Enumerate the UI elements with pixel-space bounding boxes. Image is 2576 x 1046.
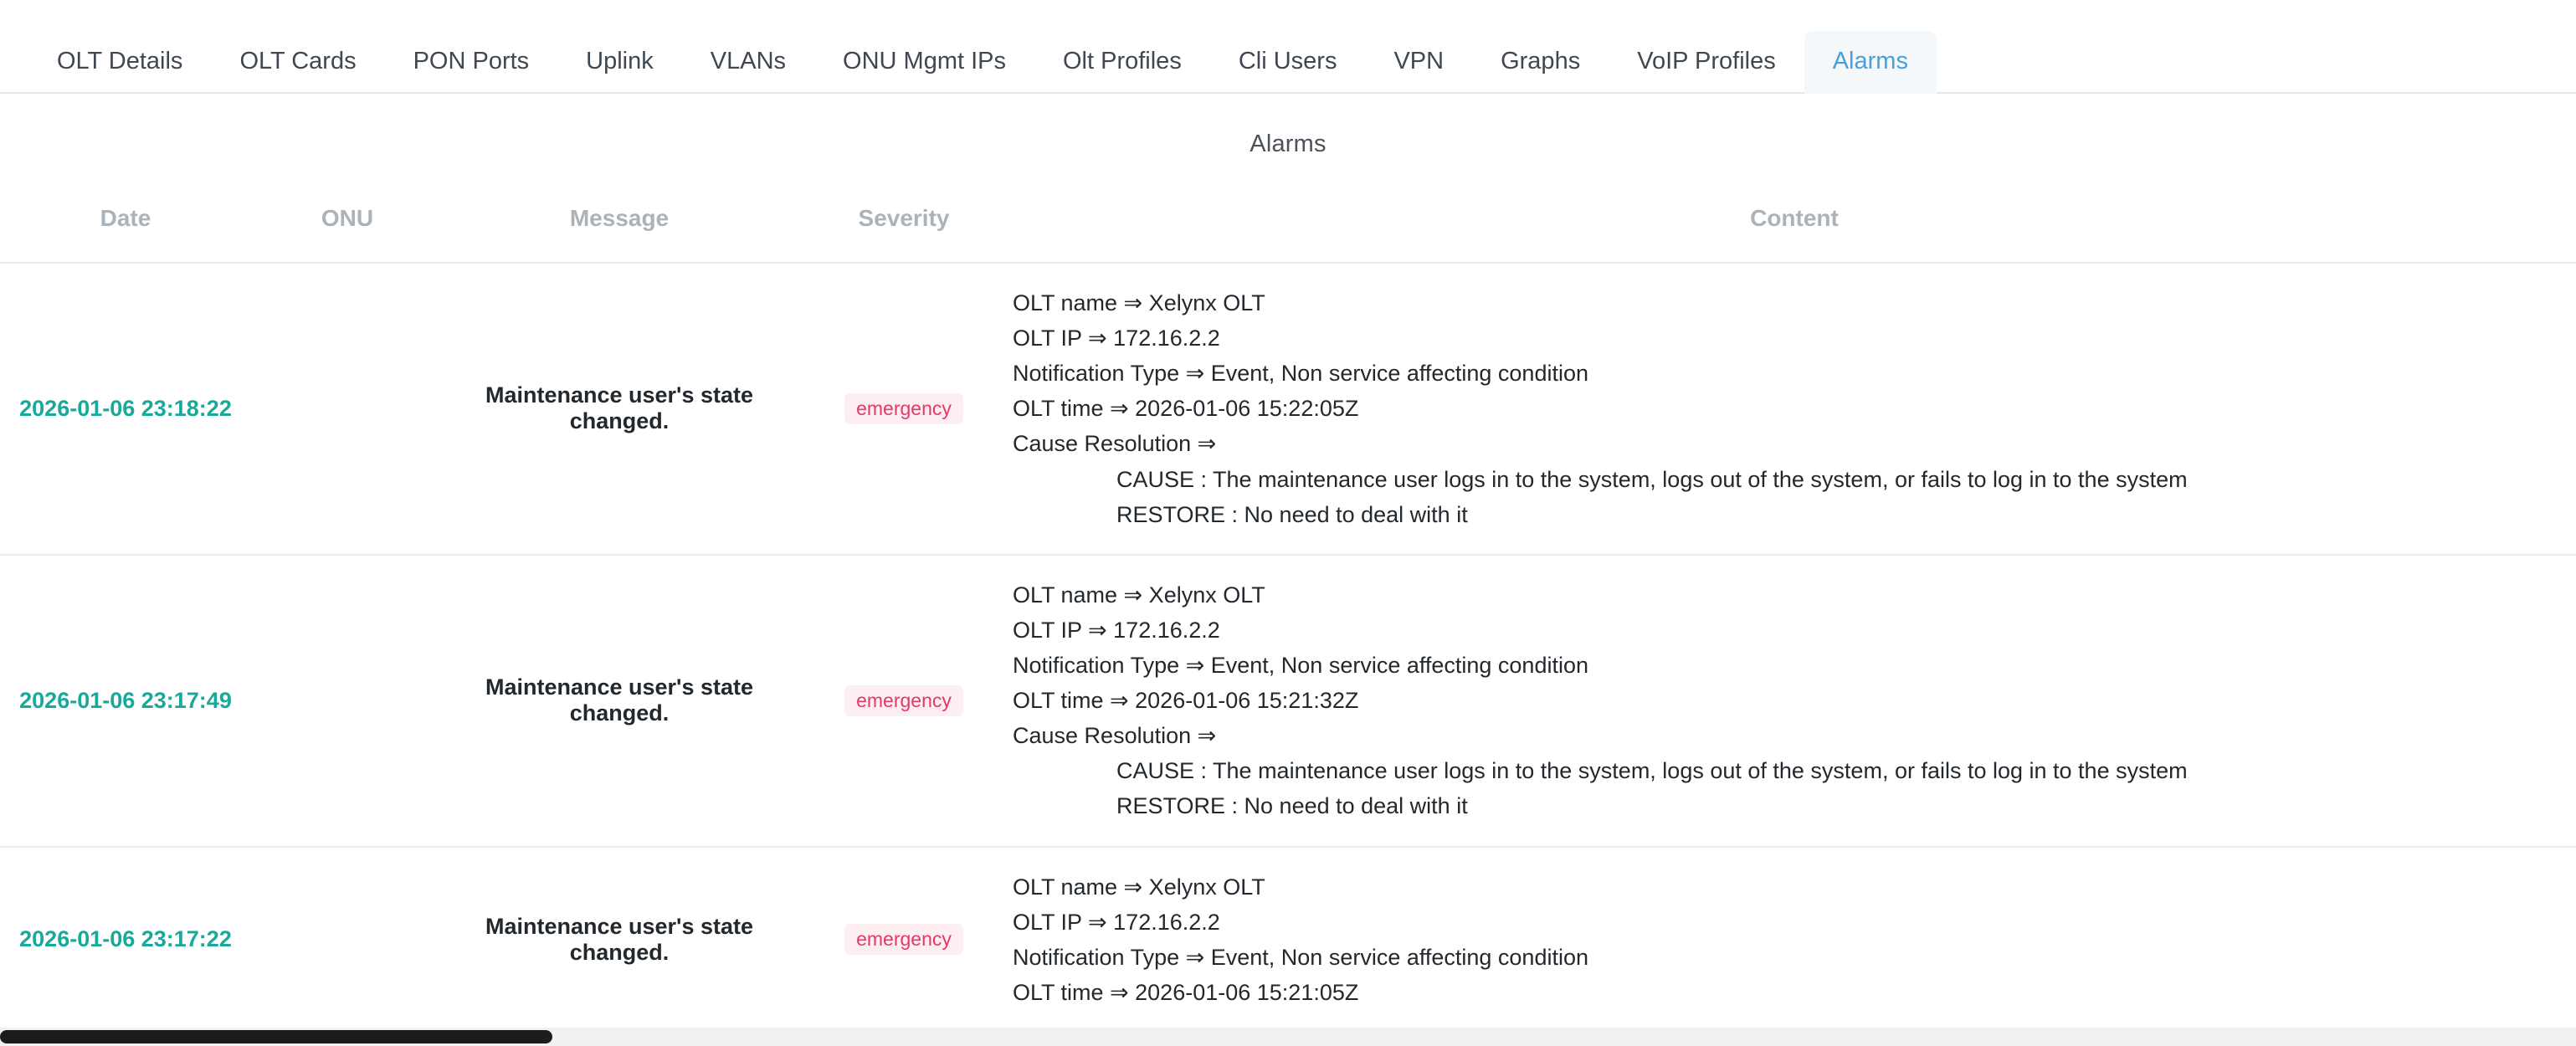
alarms-table <box>0 167 2576 1033</box>
alarm-onu <box>251 555 444 847</box>
alarm-onu <box>251 263 444 555</box>
content-line-cause: CAUSE : The maintenance user logs in to the system, logs out of the system, or fails to log in to the system <box>1116 466 2188 492</box>
alarm-content <box>1013 555 2576 847</box>
status-badge: emergency <box>844 924 963 955</box>
content-line: OLT name ⇒ Xelynx OLT <box>1013 290 1265 315</box>
content-line: OLT time ⇒ 2026-01-06 15:21:05Z <box>1013 979 1359 1005</box>
tab-onu-mgmt-ips[interactable]: ONU Mgmt IPs <box>843 48 1006 74</box>
table-body <box>0 263 2576 1033</box>
tab-olt-profiles[interactable]: Olt Profiles <box>1063 48 1182 74</box>
tab-voip-profiles[interactable]: VoIP Profiles <box>1637 48 1776 74</box>
content-line: Notification Type ⇒ Event, Non service affecting condition <box>1013 361 1588 387</box>
column-header-content[interactable]: Content <box>1013 167 2576 263</box>
alarm-message: Maintenance user's state changed. <box>444 847 795 1033</box>
alarm-content <box>1013 263 2576 555</box>
content-line: OLT time ⇒ 2026-01-06 15:22:05Z <box>1013 396 1359 422</box>
table-row <box>0 847 2576 1033</box>
status-badge: emergency <box>844 393 963 424</box>
alarm-severity <box>795 555 1013 847</box>
column-header-date[interactable]: Date <box>0 167 251 263</box>
column-header-severity[interactable]: Severity <box>795 167 1013 263</box>
content-line: Cause Resolution ⇒ <box>1013 431 1217 457</box>
tab-alarms[interactable]: Alarms <box>1804 31 1937 94</box>
tab-pon-ports[interactable]: PON Ports <box>413 48 530 74</box>
table-header-row <box>0 167 2576 263</box>
content-line: Notification Type ⇒ Event, Non service affecting condition <box>1013 944 1588 970</box>
table-row <box>0 555 2576 847</box>
content-line: OLT name ⇒ Xelynx OLT <box>1013 582 1265 608</box>
column-header-message[interactable]: Message <box>444 167 795 263</box>
horizontal-scrollbar[interactable] <box>0 1028 2576 1046</box>
tab-olt-details[interactable]: OLT Details <box>57 48 183 74</box>
alarm-onu <box>251 847 444 1033</box>
tab-vlans[interactable]: VLANs <box>710 48 787 74</box>
alarm-message: Maintenance user's state changed. <box>444 263 795 555</box>
tab-uplink[interactable]: Uplink <box>586 48 654 74</box>
alarms-table-container <box>0 167 2576 1033</box>
alarm-date[interactable]: 2026-01-06 23:17:22 <box>0 847 251 1033</box>
content-line: Cause Resolution ⇒ <box>1013 723 1217 749</box>
content-line: OLT IP ⇒ 172.16.2.2 <box>1013 617 1220 643</box>
content-line: OLT time ⇒ 2026-01-06 15:21:32Z <box>1013 688 1359 714</box>
alarm-date[interactable]: 2026-01-06 23:18:22 <box>0 263 251 555</box>
tab-olt-cards[interactable]: OLT Cards <box>239 48 357 74</box>
content-line-cause: CAUSE : The maintenance user logs in to the system, logs out of the system, or fails to log in to the system <box>1116 758 2188 784</box>
content-line: OLT IP ⇒ 172.16.2.2 <box>1013 909 1220 935</box>
alarm-severity <box>795 263 1013 555</box>
tab-graphs[interactable]: Graphs <box>1501 48 1581 74</box>
alarm-date[interactable]: 2026-01-06 23:17:49 <box>0 555 251 847</box>
content-line: Notification Type ⇒ Event, Non service affecting condition <box>1013 652 1588 678</box>
scrollbar-thumb[interactable] <box>0 1030 552 1043</box>
content-line-restore: RESTORE : No need to deal with it <box>1116 793 1468 819</box>
content-line-restore: RESTORE : No need to deal with it <box>1116 501 1468 527</box>
alarm-severity <box>795 847 1013 1033</box>
column-header-onu[interactable]: ONU <box>251 167 444 263</box>
alarm-message: Maintenance user's state changed. <box>444 555 795 847</box>
status-badge: emergency <box>844 685 963 716</box>
table-header <box>0 167 2576 263</box>
tab-bar <box>0 0 2576 94</box>
table-row <box>0 263 2576 555</box>
content-line: OLT IP ⇒ 172.16.2.2 <box>1013 326 1220 351</box>
tab-cli-users[interactable]: Cli Users <box>1238 48 1337 74</box>
page-title: Alarms <box>1250 131 1326 157</box>
content-line: OLT name ⇒ Xelynx OLT <box>1013 874 1265 900</box>
alarm-content <box>1013 847 2576 1033</box>
tab-vpn[interactable]: VPN <box>1393 48 1445 74</box>
